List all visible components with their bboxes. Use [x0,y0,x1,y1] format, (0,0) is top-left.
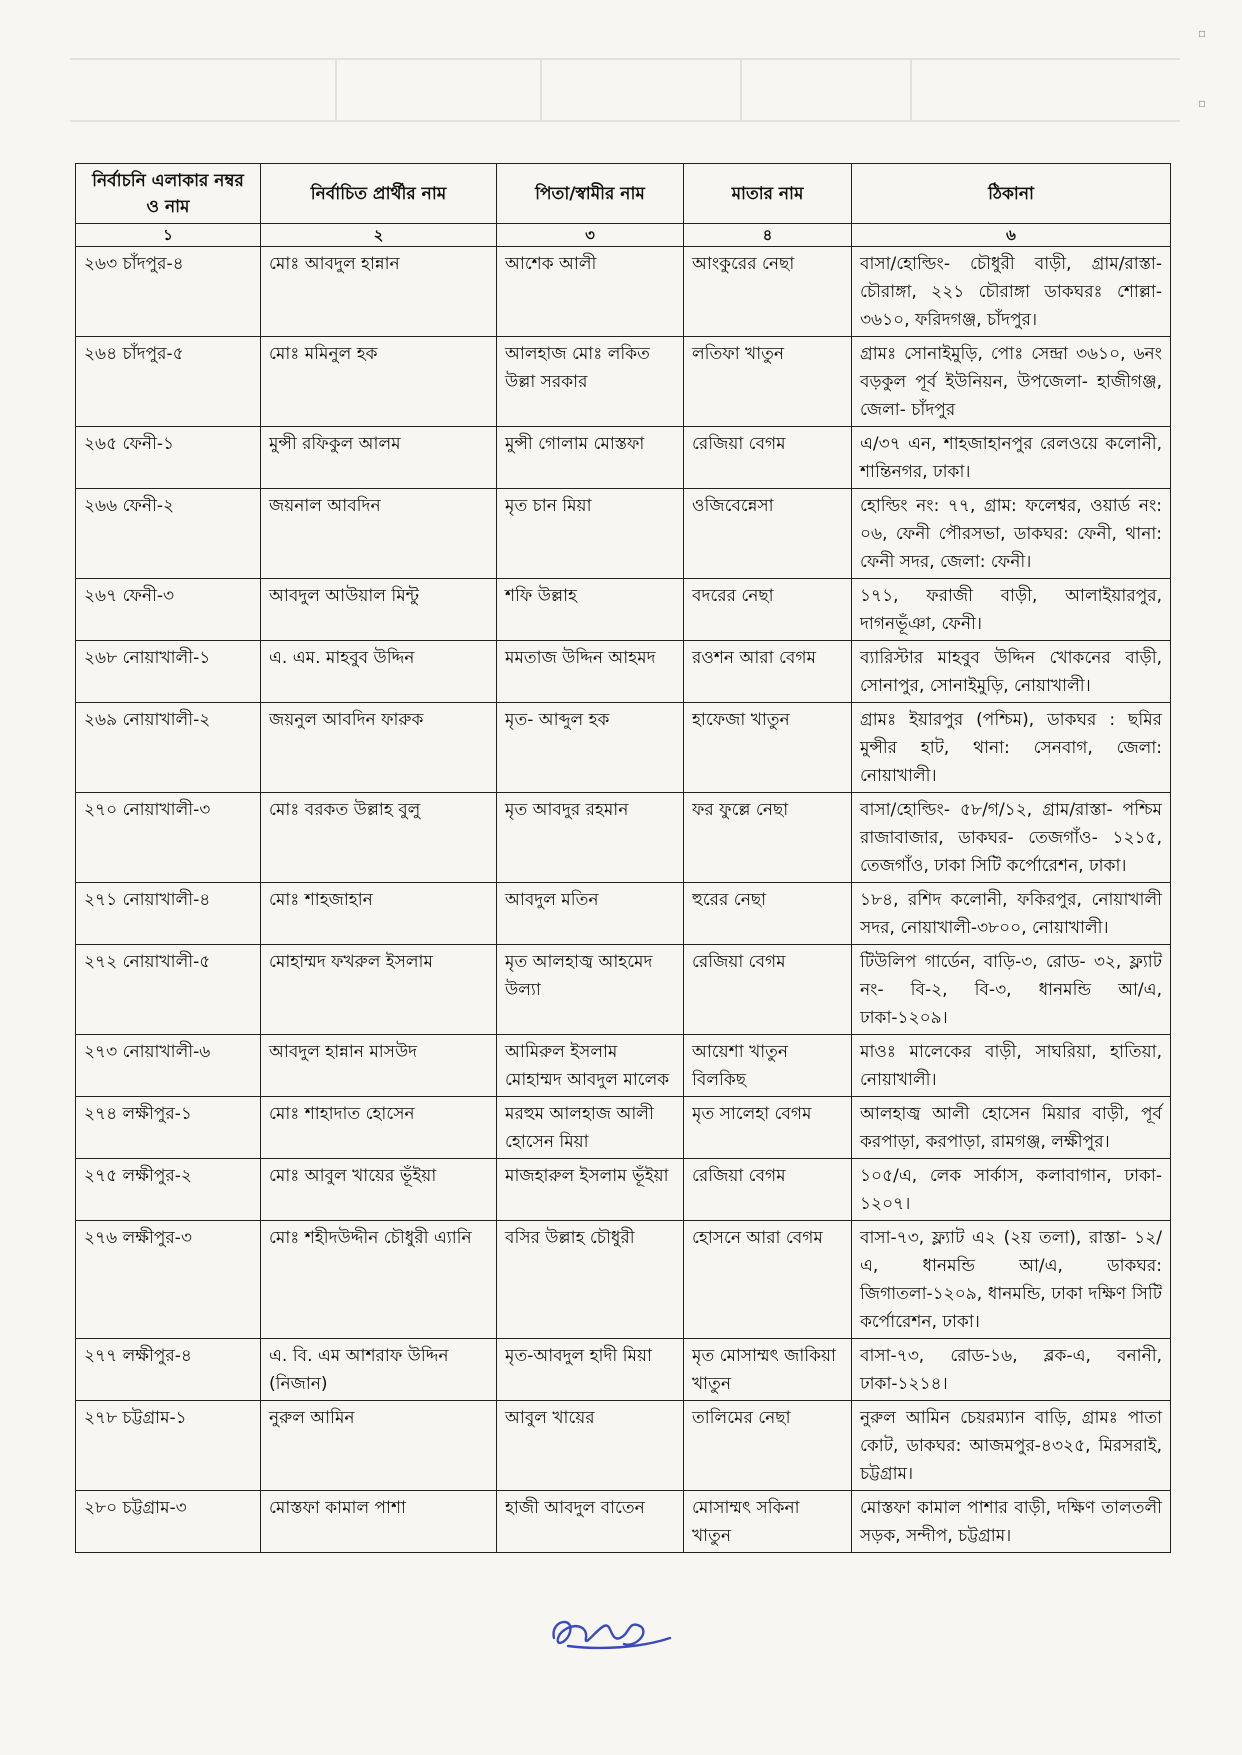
table-row [76,793,1171,883]
table-row [76,1491,1171,1553]
col-number: ৪ [684,224,852,247]
cell-mother: হোসনে আরা বেগম [684,1221,852,1339]
cell-father: হাজী আবদুল বাতেন [497,1491,684,1553]
cell-candidate: মোঃ শহীদউদ্দীন চৌধুরী এ্যানি [261,1221,497,1339]
cell-father: মৃত আবদুর রহমান [497,793,684,883]
cell-father: মমতাজ উদ্দিন আহমদ [497,641,684,703]
table-row [76,427,1171,489]
cell-mother: তালিমের নেছা [684,1401,852,1491]
cell-candidate: জয়নুল আবদিন ফারুক [261,703,497,793]
cell-mother: হুরের নেছা [684,883,852,945]
cell-address: মাওঃ মালেকের বাড়ী, সাঘরিয়া, হাতিয়া, নোয়াখালী। [852,1035,1171,1097]
candidates-table-wrapper [75,163,1170,1553]
cell-mother: লতিফা খাতুন [684,337,852,427]
scan-speck: ▫ [1198,96,1207,110]
cell-candidate: নুরুল আমিন [261,1401,497,1491]
cell-father: মৃত-আবদুল হাদী মিয়া [497,1339,684,1401]
col-number: ২ [261,224,497,247]
cell-candidate: এ. এম. মাহবুব উদ্দিন [261,641,497,703]
cell-candidate: মোঃ বরকত উল্লাহ বুলু [261,793,497,883]
header-area: নির্বাচনি এলাকার নম্বর ও নাম [76,164,261,224]
cell-address: বাসা-৭৩, ফ্ল্যাট এ২ (২য় তলা), রাস্তা- ১২/এ, ধানমন্ডি আ/এ, ডাকঘর: জিগাতলা-১২০৯, ধানমন্ডি, ঢাকা দক্ষিণ সিটি কর্পোরেশন, ঢাকা। [852,1221,1171,1339]
elected-candidates-table [75,163,1171,1553]
cell-candidate: জয়নাল আবদিন [261,489,497,579]
table-row [76,1401,1171,1491]
cell-area: ২৬৫ ফেনী-১ [76,427,261,489]
cell-mother: হাফেজা খাতুন [684,703,852,793]
cell-candidate: মুন্সী রফিকুল আলম [261,427,497,489]
cell-area: ২৭৪ লক্ষীপুর-১ [76,1097,261,1159]
cell-address: টিউলিপ গার্ডেন, বাড়ি-৩, রোড- ৩২, ফ্ল্যাট নং- বি-২, বি-৩, ধানমন্ডি আ/এ, ঢাকা-১২০৯। [852,945,1171,1035]
cell-candidate: মোঃ শাহজাহান [261,883,497,945]
table-row [76,337,1171,427]
col-number: ১ [76,224,261,247]
cell-area: ২৭৮ চট্টগ্রাম-১ [76,1401,261,1491]
cell-area: ২৭৬ লক্ষীপুর-৩ [76,1221,261,1339]
column-number-row [76,224,1171,247]
bleed-through-shadow [70,40,1180,140]
cell-father: শফি উল্লাহ [497,579,684,641]
cell-mother: রওশন আরা বেগম [684,641,852,703]
cell-area: ২৬৭ ফেনী-৩ [76,579,261,641]
cell-mother: রেজিয়া বেগম [684,945,852,1035]
cell-area: ২৭১ নোয়াখালী-৪ [76,883,261,945]
cell-address: গ্রামঃ ইয়ারপুর (পশ্চিম), ডাকঘর : ছমির মুন্সীর হাট, থানা: সেনবাগ, জেলা: নোয়াখালী। [852,703,1171,793]
cell-candidate: এ. বি. এম আশরাফ উদ্দিন (নিজান) [261,1339,497,1401]
cell-mother: রেজিয়া বেগম [684,427,852,489]
table-row [76,247,1171,337]
table-row [76,883,1171,945]
cell-candidate: আবদুল আউয়াল মিন্টু [261,579,497,641]
cell-address: নুরুল আমিন চেয়রম্যান বাড়ি, গ্রামঃ পাতা কোট, ডাকঘর: আজমপুর-৪৩২৫, মিরসরাই, চট্টগ্রাম। [852,1401,1171,1491]
table-row [76,1159,1171,1221]
cell-father: আলহাজ মোঃ লকিত উল্লা সরকার [497,337,684,427]
cell-address: এ/৩৭ এন, শাহজাহানপুর রেলওয়ে কলোনী, শান্তিনগর, ঢাকা। [852,427,1171,489]
cell-mother: বদরের নেছা [684,579,852,641]
header-father: পিতা/স্বামীর নাম [497,164,684,224]
scan-speck: ▫ [1198,26,1207,40]
cell-area: ২৬৯ নোয়াখালী-২ [76,703,261,793]
cell-father: মৃত- আব্দুল হক [497,703,684,793]
cell-address: গ্রামঃ সোনাইমুড়ি, পোঃ সেন্দ্রা ৩৬১০, ৬নং বড়কুল পূর্ব ইউনিয়ন, উপজেলা- হাজীগঞ্জ, জেলা- চাঁদপুর [852,337,1171,427]
table-row [76,945,1171,1035]
cell-father: মৃত চান মিয়া [497,489,684,579]
table-row [76,1221,1171,1339]
cell-address: আলহাজ্ব আলী হোসেন মিয়ার বাড়ী, পূর্ব করপাড়া, করপাড়া, রামগঞ্জ, লক্ষীপুর। [852,1097,1171,1159]
signature [540,1608,690,1658]
cell-address: বাসা/হোল্ডিং- চৌধুরী বাড়ী, গ্রাম/রাস্তা- চৌরাঙ্গা, ২২১ চৌরাঙ্গা ডাকঘরঃ শোল্লা- ৩৬১০, ফরিদগঞ্জ, চাঁদপুর। [852,247,1171,337]
cell-address: হোল্ডিং নং: ৭৭, গ্রাম: ফলেশ্বর, ওয়ার্ড নং: ০৬, ফেনী পৌরসভা, ডাকঘর: ফেনী, থানা: ফেনী সদর, জেলা: ফেনী। [852,489,1171,579]
cell-father: মৃত আলহাজ্ব আহমেদ উল্যা [497,945,684,1035]
cell-mother: মৃত মোসাম্মৎ জাকিয়া খাতুন [684,1339,852,1401]
cell-mother: ফর ফুল্লে নেছা [684,793,852,883]
table-row [76,1339,1171,1401]
table-body [76,247,1171,1553]
cell-father: মুন্সী গোলাম মোস্তফা [497,427,684,489]
cell-area: ২৬৪ চাঁদপুর-৫ [76,337,261,427]
cell-area: ২৭৩ নোয়াখালী-৬ [76,1035,261,1097]
header-candidate: নির্বাচিত প্রার্থীর নাম [261,164,497,224]
table-row [76,1097,1171,1159]
col-number: ৬ [852,224,1171,247]
cell-father: মরহুম আলহাজ আলী হোসেন মিয়া [497,1097,684,1159]
cell-father: আশেক আলী [497,247,684,337]
cell-address: ১৮৪, রশিদ কলোনী, ফকিরপুর, নোয়াখালী সদর, নোয়াখালী-৩৮০০, নোয়াখালী। [852,883,1171,945]
table-row [76,1035,1171,1097]
cell-mother: ওজিবেন্নেসা [684,489,852,579]
cell-address: বাসা-৭৩, রোড-১৬, ব্লক-এ, বনানী, ঢাকা-১২১৪। [852,1339,1171,1401]
table-row [76,579,1171,641]
cell-candidate: মোঃ মমিনুল হক [261,337,497,427]
cell-candidate: মোঃ আবদুল হান্নান [261,247,497,337]
cell-area: ২৭২ নোয়াখালী-৫ [76,945,261,1035]
cell-area: ২৭৭ লক্ষীপুর-৪ [76,1339,261,1401]
cell-mother: আংকুরের নেছা [684,247,852,337]
cell-candidate: আবদুল হান্নান মাসউদ [261,1035,497,1097]
col-number: ৩ [497,224,684,247]
cell-candidate: মোঃ আবুল খায়ের ভূঁইয়া [261,1159,497,1221]
cell-address: ১০৫/এ, লেক সার্কাস, কলাবাগান, ঢাকা- ১২০৭। [852,1159,1171,1221]
table-header-row [76,164,1171,224]
cell-candidate: মোহাম্মদ ফখরুল ইসলাম [261,945,497,1035]
cell-father: আবদুল মতিন [497,883,684,945]
cell-father: মাজহারুল ইসলাম ভূঁইয়া [497,1159,684,1221]
cell-address: বাসা/হোল্ডিং- ৫৮/গ/১২, গ্রাম/রাস্তা- পশ্চিম রাজাবাজার, ডাকঘর- তেজগাঁও- ১২১৫, তেজগাঁও, ঢাকা সিটি কর্পোরেশন, ঢাকা। [852,793,1171,883]
cell-area: ২৬৮ নোয়াখালী-১ [76,641,261,703]
cell-area: ২৬৩ চাঁদপুর-৪ [76,247,261,337]
cell-candidate: মোস্তফা কামাল পাশা [261,1491,497,1553]
cell-mother: মোসাম্মৎ সকিনা খাতুন [684,1491,852,1553]
cell-area: ২৮০ চট্টগ্রাম-৩ [76,1491,261,1553]
table-row [76,489,1171,579]
cell-area: ২৬৬ ফেনী-২ [76,489,261,579]
table-row [76,641,1171,703]
header-mother: মাতার নাম [684,164,852,224]
cell-mother: আয়েশা খাতুন বিলকিছ [684,1035,852,1097]
cell-address: মোস্তফা কামাল পাশার বাড়ী, দক্ষিণ তালতলী সড়ক, সন্দীপ, চট্টগ্রাম। [852,1491,1171,1553]
table-row [76,703,1171,793]
cell-candidate: মোঃ শাহাদাত হোসেন [261,1097,497,1159]
cell-address: ব্যারিস্টার মাহবুব উদ্দিন খোকনের বাড়ী, সোনাপুর, সোনাইমুড়ি, নোয়াখালী। [852,641,1171,703]
cell-address: ১৭১, ফরাজী বাড়ী, আলাইয়ারপুর, দাগনভূঁঞা, ফেনী। [852,579,1171,641]
cell-father: আমিরুল ইসলাম মোহাম্মদ আবদুল মালেক [497,1035,684,1097]
cell-father: বসির উল্লাহ চৌধুরী [497,1221,684,1339]
cell-area: ২৭৫ লক্ষীপুর-২ [76,1159,261,1221]
header-address: ঠিকানা [852,164,1171,224]
cell-mother: রেজিয়া বেগম [684,1159,852,1221]
cell-area: ২৭০ নোয়াখালী-৩ [76,793,261,883]
cell-mother: মৃত সালেহা বেগম [684,1097,852,1159]
cell-father: আবুল খায়ের [497,1401,684,1491]
